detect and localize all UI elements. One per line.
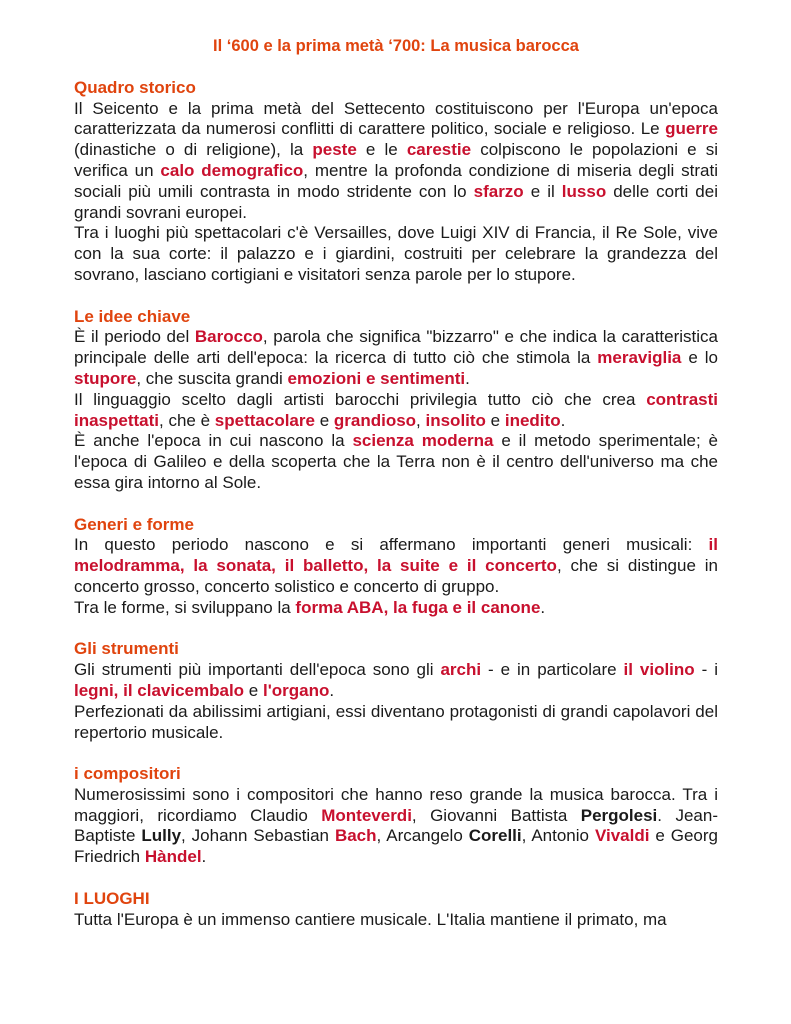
text-run: Gli strumenti più importanti dell'epoca sono gli: [74, 660, 441, 680]
document-page: [74, 36, 718, 930]
document-body: [74, 78, 718, 931]
text-run: e lo: [681, 348, 718, 368]
section-spacer: [74, 286, 718, 307]
text-run: , che è: [159, 410, 215, 430]
paragraph: [74, 223, 718, 285]
text-run: e il metodo sperimentale; è l'epoca di Galileo e della scoperta che la Terra non è il centro dell'universo ma che essa gira intorno al Sole.: [74, 431, 718, 492]
text-run: , Giovanni Battista: [411, 805, 581, 825]
section: [74, 307, 718, 494]
section: [74, 889, 718, 931]
section-heading: I LUOGHI: [74, 888, 150, 908]
text-run: e: [485, 410, 505, 430]
section: [74, 515, 718, 619]
highlighted-term: scienza moderna: [352, 431, 494, 451]
highlighted-term: lusso: [561, 181, 607, 201]
text-run: - e in particolare: [481, 660, 624, 680]
highlighted-term: contrasti inaspettati: [74, 389, 718, 430]
paragraph: [74, 431, 718, 493]
text-run: , che suscita grandi: [136, 368, 288, 388]
highlighted-term: guerre: [665, 119, 718, 139]
highlighted-term: sfarzo: [473, 181, 524, 201]
highlighted-term: insolito: [425, 410, 486, 430]
text-run: , Arcangelo: [376, 826, 469, 846]
paragraph: [74, 535, 718, 597]
section-heading: i compositori: [74, 764, 181, 784]
text-run: e: [244, 680, 263, 700]
paragraph: [74, 785, 718, 868]
highlighted-term: peste: [312, 140, 357, 160]
bold-term: Pergolesi: [580, 805, 658, 825]
text-run: È anche l'epoca in cui nascono la: [74, 431, 353, 451]
highlighted-term: carestie: [406, 140, 472, 160]
text-run: In questo periodo nascono e si affermano importanti generi musicali:: [74, 535, 709, 555]
highlighted-term: calo demografico: [160, 160, 304, 180]
text-run: - i: [694, 660, 718, 680]
text-run: .: [329, 680, 335, 700]
text-run: e: [314, 410, 334, 430]
bold-term: Corelli: [468, 826, 522, 846]
text-run: (dinastiche o di religione), la: [74, 140, 313, 160]
highlighted-term: inedito: [504, 410, 561, 430]
text-run: .: [540, 597, 546, 617]
text-run: .: [560, 410, 566, 430]
section: [74, 639, 718, 743]
highlighted-term: legni, il clavicembalo: [74, 680, 245, 700]
text-run: , mentre la profonda condizione di miseria degli strati sociali più umili contrasta in modo stridente con lo: [74, 160, 718, 201]
text-run: , parola che significa "bizzarro" e che indica la caratteristica principale delle arti dell'epoca: la ricerca di tutto ciò che stimola la: [74, 327, 718, 368]
highlighted-term: forma ABA, la fuga e il canone: [295, 597, 541, 617]
highlighted-term: Monteverdi: [321, 805, 412, 825]
text-run: e il: [523, 181, 562, 201]
highlighted-term: Vivaldi: [594, 826, 650, 846]
text-run: Numerosissimi sono i compositori che hanno reso grande la musica barocca. Tra i maggiori, ricordiamo Claudio: [74, 784, 718, 825]
section-heading: Gli strumenti: [74, 639, 179, 659]
text-run: delle corti dei grandi sovrani europei.: [74, 181, 718, 222]
highlighted-term: archi: [440, 660, 482, 680]
paragraph: [74, 910, 718, 931]
section-heading: Generi e forme: [74, 514, 194, 534]
text-run: , Antonio: [521, 826, 595, 846]
section-spacer: [74, 494, 718, 515]
paragraph: [74, 660, 718, 702]
page-title: Il ‘600 e la prima metà ‘700: La musica barocca: [213, 37, 579, 55]
paragraph: [74, 99, 718, 224]
section-heading: Quadro storico: [74, 77, 196, 97]
section-spacer: [74, 743, 718, 764]
highlighted-term: Bach: [334, 826, 377, 846]
text-run: Tra le forme, si sviluppano la: [74, 597, 296, 617]
bold-term: Lully: [141, 826, 182, 846]
text-run: . Jean-Baptiste: [74, 805, 718, 846]
highlighted-term: Hàndel: [144, 847, 202, 867]
highlighted-term: spettacolare: [214, 410, 315, 430]
paragraph: [74, 598, 718, 619]
highlighted-term: l'organo: [262, 680, 330, 700]
text-run: , che si distingue in concerto grosso, concerto solistico e concerto di gruppo.: [74, 556, 718, 596]
text-run: È il periodo del: [74, 327, 195, 347]
section-spacer: [74, 868, 718, 889]
paragraph: [74, 327, 718, 389]
text-run: .: [201, 847, 207, 867]
text-run: ,: [416, 410, 426, 430]
text-run: .: [465, 368, 470, 388]
section: [74, 764, 718, 868]
highlighted-term: grandioso: [333, 410, 417, 430]
section-spacer: [74, 619, 718, 640]
text-run: Tra i luoghi più spettacolari c'è Versailles, dove Luigi XIV di Francia, il Re Sole, vive con la sua corte: il palazzo e i giardini, costruiti per celebrare la grandezza del sovrano, lasciano cortigiani e visitatori senza parole per lo stupore.: [74, 223, 718, 284]
text-run: e Georg Friedrich: [74, 826, 719, 867]
highlighted-term: meraviglia: [597, 348, 682, 368]
section: [74, 78, 718, 286]
paragraph: [74, 702, 718, 744]
text-run: Il Seicento e la prima metà del Settecento costituiscono per l'Europa un'epoca caratterizzata da numerosi conflitti di carattere politico, sociale e religioso. Le: [74, 98, 718, 139]
text-run: colpiscono le popolazioni e si verifica un: [74, 140, 718, 180]
highlighted-term: Barocco: [194, 327, 263, 347]
highlighted-term: emozioni e sentimenti: [287, 368, 466, 388]
text-run: Il linguaggio scelto dagli artisti barocchi privilegia tutto ciò che crea: [74, 389, 647, 409]
text-run: , Johann Sebastian: [181, 826, 335, 846]
section-heading: Le idee chiave: [74, 306, 191, 326]
paragraph: [74, 390, 718, 432]
highlighted-term: il violino: [623, 660, 695, 680]
highlighted-term: il melodramma, la sonata, il balletto, la suite e il concerto: [74, 535, 718, 576]
text-run: e le: [356, 140, 407, 160]
text-run: Perfezionati da abilissimi artigiani, essi diventano protagonisti di grandi capolavori del repertorio musicale.: [74, 701, 718, 742]
highlighted-term: stupore: [74, 368, 137, 388]
text-run: Tutta l'Europa è un immenso cantiere musicale. L'Italia mantiene il primato, ma: [74, 909, 667, 929]
